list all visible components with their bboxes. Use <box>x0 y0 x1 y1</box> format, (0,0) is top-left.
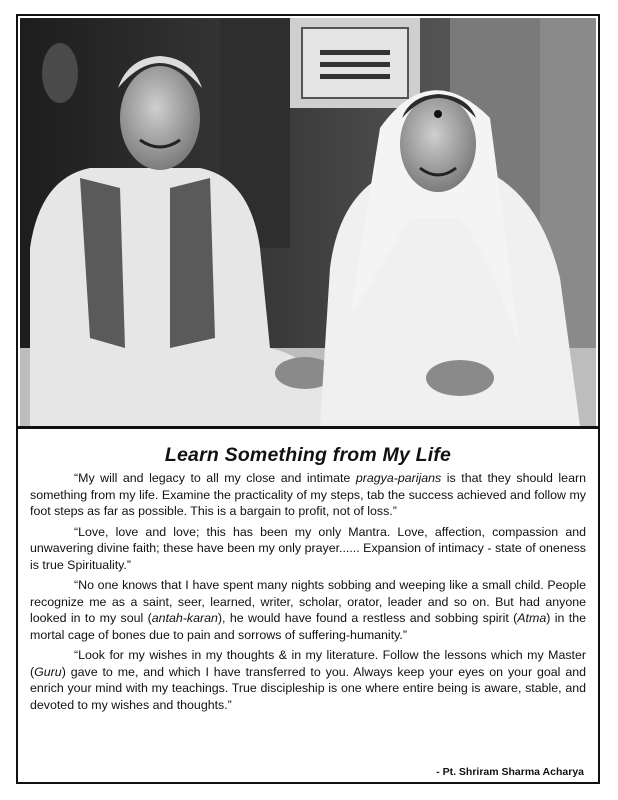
italic-term: pragya-parijans <box>355 471 442 485</box>
signature: - Pt. Shriram Sharma Acharya <box>436 766 584 778</box>
paragraph-text: “Look for my wishes in my thoughts & in my literature. Follow the lessons which my Master ( <box>30 648 586 679</box>
quote-paragraph <box>30 524 586 574</box>
quote-body <box>30 470 586 717</box>
paragraph-text: “Love, love and love; this has been my only Mantra. Love, affection, compassion and unwavering divine faith; these have been my only prayer...... Expansion of intimacy - state of oneness is true Spirituality.” <box>30 524 586 572</box>
portrait-photo <box>20 18 596 426</box>
divider-line <box>18 426 598 429</box>
quote-paragraph <box>30 577 586 643</box>
paragraph-text: “My will and legacy to all my close and intimate <box>74 471 356 485</box>
italic-term: Guru <box>34 664 62 679</box>
page-frame <box>16 14 600 784</box>
paragraph-text: ), he would have found a restless and sobbing spirit ( <box>217 611 518 625</box>
paragraph-text: is that they should learn something from my life. Examine the practicality of my steps, tab the success achieved and follow my foot steps as far as possible. This is a bargain to profit, not of loss.” <box>30 471 586 518</box>
paragraph-text: ) in the mortal cage of bones due to pain and sorrows of suffering-humanity.” <box>30 611 586 642</box>
italic-term: Atma <box>517 611 547 625</box>
paragraph-text: ) gave to me, and which I have transferred to you. Always keep your eyes on your goal and enrich your mind with my teachings. True discipleship is one where entire being is aware, stable, and devoted to my wishes and thoughts.” <box>30 664 586 712</box>
quote-paragraph <box>30 647 586 713</box>
photo-illustration <box>20 18 596 426</box>
page-title: Learn Something from My Life <box>164 444 452 466</box>
quote-paragraph <box>30 470 586 520</box>
italic-term: antah-karan <box>151 611 218 625</box>
paragraph-text: “No one knows that I have spent many nights sobbing and weeping like a small child. People recognize me as a saint, seer, learned, writer, scholar, orator, leader and so on. But had anyone looked in to my soul ( <box>30 578 586 625</box>
